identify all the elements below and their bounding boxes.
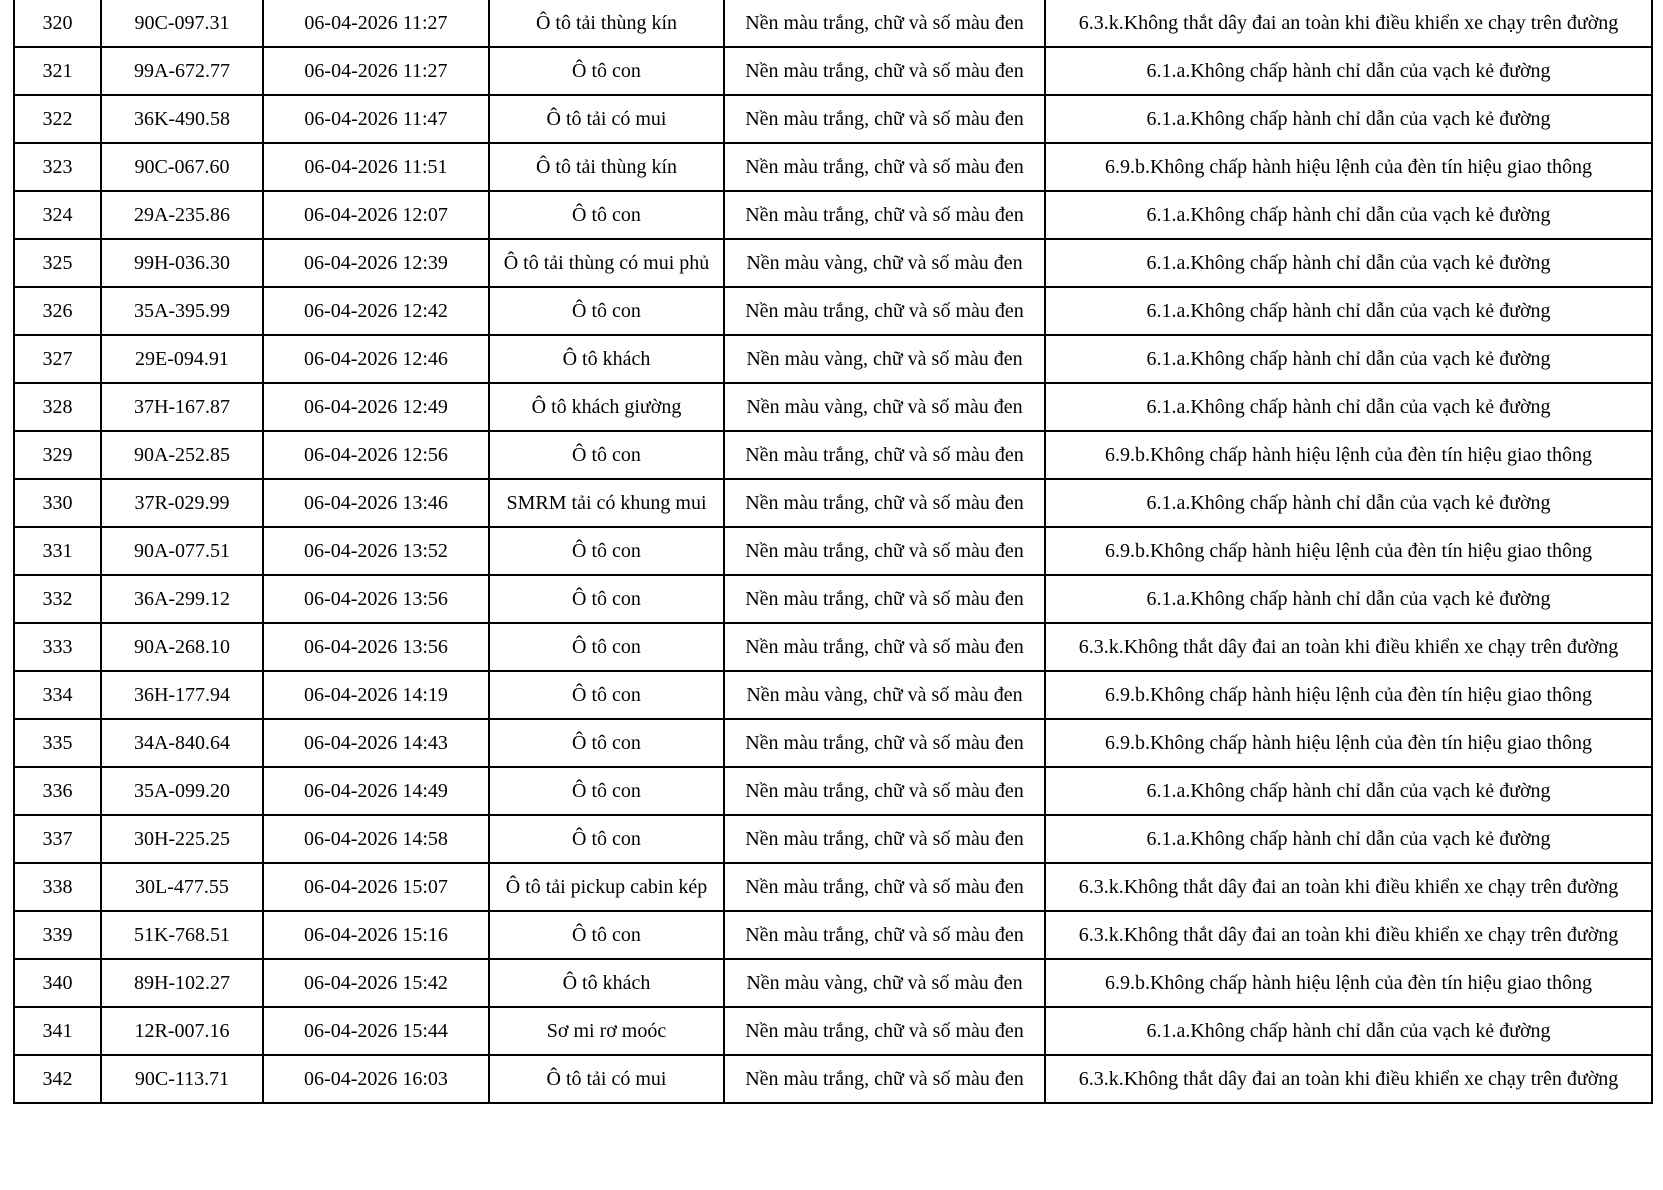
stt-cell: 322 [14, 95, 101, 143]
vehicle-type-cell: Ô tô tải thùng kín [489, 143, 724, 191]
plate-cell: 90C-113.71 [101, 1055, 263, 1103]
plate-color-cell: Nền màu trắng, chữ và số màu đen [724, 911, 1045, 959]
time-cell: 06-04-2026 13:52 [263, 527, 489, 575]
plate-color-cell: Nền màu trắng, chữ và số màu đen [724, 0, 1045, 47]
violation-cell: 6.9.b.Không chấp hành hiệu lệnh của đèn tín hiệu giao thông [1045, 671, 1652, 719]
stt-cell: 325 [14, 239, 101, 287]
plate-cell: 37R-029.99 [101, 479, 263, 527]
plate-cell: 29A-235.86 [101, 191, 263, 239]
plate-cell: 36H-177.94 [101, 671, 263, 719]
time-cell: 06-04-2026 13:56 [263, 575, 489, 623]
time-cell: 06-04-2026 15:16 [263, 911, 489, 959]
violation-cell: 6.1.a.Không chấp hành chỉ dẫn của vạch kẻ đường [1045, 335, 1652, 383]
table-row [14, 0, 1652, 47]
plate-color-cell: Nền màu vàng, chữ và số màu đen [724, 959, 1045, 1007]
plate-cell: 30H-225.25 [101, 815, 263, 863]
stt-cell: 338 [14, 863, 101, 911]
violation-cell: 6.9.b.Không chấp hành hiệu lệnh của đèn tín hiệu giao thông [1045, 959, 1652, 1007]
plate-cell: 99H-036.30 [101, 239, 263, 287]
time-cell: 06-04-2026 14:19 [263, 671, 489, 719]
table-row [14, 719, 1652, 767]
plate-color-cell: Nền màu vàng, chữ và số màu đen [724, 335, 1045, 383]
time-cell: 06-04-2026 14:58 [263, 815, 489, 863]
plate-cell: 90A-077.51 [101, 527, 263, 575]
plate-color-cell: Nền màu trắng, chữ và số màu đen [724, 575, 1045, 623]
time-cell: 06-04-2026 15:44 [263, 1007, 489, 1055]
table-row [14, 287, 1652, 335]
stt-cell: 326 [14, 287, 101, 335]
violation-cell: 6.3.k.Không thắt dây đai an toàn khi điều khiển xe chạy trên đường [1045, 623, 1652, 671]
violation-cell: 6.1.a.Không chấp hành chỉ dẫn của vạch kẻ đường [1045, 383, 1652, 431]
table-row [14, 767, 1652, 815]
table-row [14, 527, 1652, 575]
vehicle-type-cell: Ô tô con [489, 431, 724, 479]
vehicle-type-cell: Ô tô con [489, 911, 724, 959]
violation-cell: 6.9.b.Không chấp hành hiệu lệnh của đèn tín hiệu giao thông [1045, 143, 1652, 191]
plate-cell: 36A-299.12 [101, 575, 263, 623]
vehicle-type-cell: Ô tô con [489, 47, 724, 95]
violation-cell: 6.1.a.Không chấp hành chỉ dẫn của vạch kẻ đường [1045, 287, 1652, 335]
plate-color-cell: Nền màu trắng, chữ và số màu đen [724, 143, 1045, 191]
time-cell: 06-04-2026 11:27 [263, 47, 489, 95]
stt-cell: 335 [14, 719, 101, 767]
stt-cell: 323 [14, 143, 101, 191]
vehicle-type-cell: Ô tô con [489, 623, 724, 671]
plate-color-cell: Nền màu trắng, chữ và số màu đen [724, 431, 1045, 479]
table-row [14, 431, 1652, 479]
time-cell: 06-04-2026 14:43 [263, 719, 489, 767]
plate-cell: 90C-067.60 [101, 143, 263, 191]
time-cell: 06-04-2026 12:56 [263, 431, 489, 479]
vehicle-type-cell: Ô tô tải có mui [489, 95, 724, 143]
violation-cell: 6.9.b.Không chấp hành hiệu lệnh của đèn tín hiệu giao thông [1045, 431, 1652, 479]
table-row [14, 239, 1652, 287]
table-row [14, 383, 1652, 431]
vehicle-type-cell: Ô tô tải thùng có mui phủ [489, 239, 724, 287]
stt-cell: 324 [14, 191, 101, 239]
vehicle-type-cell: Ô tô con [489, 719, 724, 767]
plate-cell: 35A-099.20 [101, 767, 263, 815]
plate-cell: 36K-490.58 [101, 95, 263, 143]
time-cell: 06-04-2026 14:49 [263, 767, 489, 815]
time-cell: 06-04-2026 11:47 [263, 95, 489, 143]
stt-cell: 336 [14, 767, 101, 815]
time-cell: 06-04-2026 13:56 [263, 623, 489, 671]
plate-color-cell: Nền màu trắng, chữ và số màu đen [724, 767, 1045, 815]
plate-cell: 90A-252.85 [101, 431, 263, 479]
vehicle-type-cell: Ô tô khách [489, 959, 724, 1007]
violation-cell: 6.1.a.Không chấp hành chỉ dẫn của vạch kẻ đường [1045, 815, 1652, 863]
plate-cell: 29E-094.91 [101, 335, 263, 383]
stt-cell: 339 [14, 911, 101, 959]
time-cell: 06-04-2026 11:51 [263, 143, 489, 191]
violation-cell: 6.1.a.Không chấp hành chỉ dẫn của vạch kẻ đường [1045, 191, 1652, 239]
plate-color-cell: Nền màu vàng, chữ và số màu đen [724, 239, 1045, 287]
stt-cell: 327 [14, 335, 101, 383]
plate-cell: 90A-268.10 [101, 623, 263, 671]
vehicle-type-cell: Ô tô con [489, 527, 724, 575]
time-cell: 06-04-2026 12:46 [263, 335, 489, 383]
stt-cell: 332 [14, 575, 101, 623]
vehicle-type-cell: Ô tô tải có mui [489, 1055, 724, 1103]
violation-cell: 6.3.k.Không thắt dây đai an toàn khi điều khiển xe chạy trên đường [1045, 863, 1652, 911]
stt-cell: 330 [14, 479, 101, 527]
plate-color-cell: Nền màu trắng, chữ và số màu đen [724, 1007, 1045, 1055]
plate-color-cell: Nền màu trắng, chữ và số màu đen [724, 815, 1045, 863]
violation-cell: 6.3.k.Không thắt dây đai an toàn khi điều khiển xe chạy trên đường [1045, 0, 1652, 47]
violation-cell: 6.1.a.Không chấp hành chỉ dẫn của vạch kẻ đường [1045, 1007, 1652, 1055]
vehicle-type-cell: Ô tô tải pickup cabin kép [489, 863, 724, 911]
time-cell: 06-04-2026 12:42 [263, 287, 489, 335]
table-row [14, 191, 1652, 239]
table-row [14, 47, 1652, 95]
time-cell: 06-04-2026 12:49 [263, 383, 489, 431]
time-cell: 06-04-2026 13:46 [263, 479, 489, 527]
time-cell: 06-04-2026 12:07 [263, 191, 489, 239]
violations-table [13, 0, 1653, 1104]
time-cell: 06-04-2026 16:03 [263, 1055, 489, 1103]
plate-color-cell: Nền màu trắng, chữ và số màu đen [724, 287, 1045, 335]
stt-cell: 341 [14, 1007, 101, 1055]
vehicle-type-cell: Ô tô con [489, 671, 724, 719]
stt-cell: 321 [14, 47, 101, 95]
violation-cell: 6.1.a.Không chấp hành chỉ dẫn của vạch kẻ đường [1045, 575, 1652, 623]
vehicle-type-cell: Ô tô con [489, 191, 724, 239]
plate-cell: 12R-007.16 [101, 1007, 263, 1055]
plate-color-cell: Nền màu trắng, chữ và số màu đen [724, 623, 1045, 671]
vehicle-type-cell: Ô tô con [489, 815, 724, 863]
plate-color-cell: Nền màu vàng, chữ và số màu đen [724, 383, 1045, 431]
vehicle-type-cell: Ô tô khách giường [489, 383, 724, 431]
table-row [14, 959, 1652, 1007]
violation-cell: 6.9.b.Không chấp hành hiệu lệnh của đèn tín hiệu giao thông [1045, 527, 1652, 575]
plate-cell: 90C-097.31 [101, 0, 263, 47]
table-row [14, 671, 1652, 719]
plate-cell: 35A-395.99 [101, 287, 263, 335]
table-row [14, 623, 1652, 671]
table-row [14, 911, 1652, 959]
plate-color-cell: Nền màu trắng, chữ và số màu đen [724, 47, 1045, 95]
violation-cell: 6.9.b.Không chấp hành hiệu lệnh của đèn tín hiệu giao thông [1045, 719, 1652, 767]
time-cell: 06-04-2026 12:39 [263, 239, 489, 287]
stt-cell: 337 [14, 815, 101, 863]
stt-cell: 340 [14, 959, 101, 1007]
plate-color-cell: Nền màu trắng, chữ và số màu đen [724, 527, 1045, 575]
violation-cell: 6.3.k.Không thắt dây đai an toàn khi điều khiển xe chạy trên đường [1045, 911, 1652, 959]
violations-sheet [13, 0, 1651, 1104]
table-row [14, 143, 1652, 191]
stt-cell: 333 [14, 623, 101, 671]
stt-cell: 334 [14, 671, 101, 719]
table-row [14, 863, 1652, 911]
stt-cell: 320 [14, 0, 101, 47]
stt-cell: 328 [14, 383, 101, 431]
vehicle-type-cell: Ô tô con [489, 287, 724, 335]
violation-cell: 6.1.a.Không chấp hành chỉ dẫn của vạch kẻ đường [1045, 239, 1652, 287]
plate-color-cell: Nền màu trắng, chữ và số màu đen [724, 1055, 1045, 1103]
plate-cell: 89H-102.27 [101, 959, 263, 1007]
time-cell: 06-04-2026 15:42 [263, 959, 489, 1007]
violation-cell: 6.1.a.Không chấp hành chỉ dẫn của vạch kẻ đường [1045, 47, 1652, 95]
vehicle-type-cell: Ô tô khách [489, 335, 724, 383]
vehicle-type-cell: SMRM tải có khung mui [489, 479, 724, 527]
plate-color-cell: Nền màu trắng, chữ và số màu đen [724, 191, 1045, 239]
table-row [14, 1055, 1652, 1103]
vehicle-type-cell: Sơ mi rơ moóc [489, 1007, 724, 1055]
violation-cell: 6.3.k.Không thắt dây đai an toàn khi điều khiển xe chạy trên đường [1045, 1055, 1652, 1103]
plate-color-cell: Nền màu vàng, chữ và số màu đen [724, 671, 1045, 719]
table-row [14, 95, 1652, 143]
table-row [14, 815, 1652, 863]
table-row [14, 479, 1652, 527]
vehicle-type-cell: Ô tô tải thùng kín [489, 0, 724, 47]
stt-cell: 342 [14, 1055, 101, 1103]
plate-color-cell: Nền màu trắng, chữ và số màu đen [724, 719, 1045, 767]
violation-cell: 6.1.a.Không chấp hành chỉ dẫn của vạch kẻ đường [1045, 95, 1652, 143]
table-row [14, 335, 1652, 383]
stt-cell: 329 [14, 431, 101, 479]
time-cell: 06-04-2026 11:27 [263, 0, 489, 47]
violation-cell: 6.1.a.Không chấp hành chỉ dẫn của vạch kẻ đường [1045, 767, 1652, 815]
plate-color-cell: Nền màu trắng, chữ và số màu đen [724, 863, 1045, 911]
plate-cell: 99A-672.77 [101, 47, 263, 95]
vehicle-type-cell: Ô tô con [489, 767, 724, 815]
table-row [14, 575, 1652, 623]
table-row [14, 1007, 1652, 1055]
stt-cell: 331 [14, 527, 101, 575]
plate-cell: 34A-840.64 [101, 719, 263, 767]
plate-color-cell: Nền màu trắng, chữ và số màu đen [724, 95, 1045, 143]
plate-cell: 30L-477.55 [101, 863, 263, 911]
vehicle-type-cell: Ô tô con [489, 575, 724, 623]
plate-color-cell: Nền màu trắng, chữ và số màu đen [724, 479, 1045, 527]
time-cell: 06-04-2026 15:07 [263, 863, 489, 911]
violation-cell: 6.1.a.Không chấp hành chỉ dẫn của vạch kẻ đường [1045, 479, 1652, 527]
plate-cell: 37H-167.87 [101, 383, 263, 431]
plate-cell: 51K-768.51 [101, 911, 263, 959]
